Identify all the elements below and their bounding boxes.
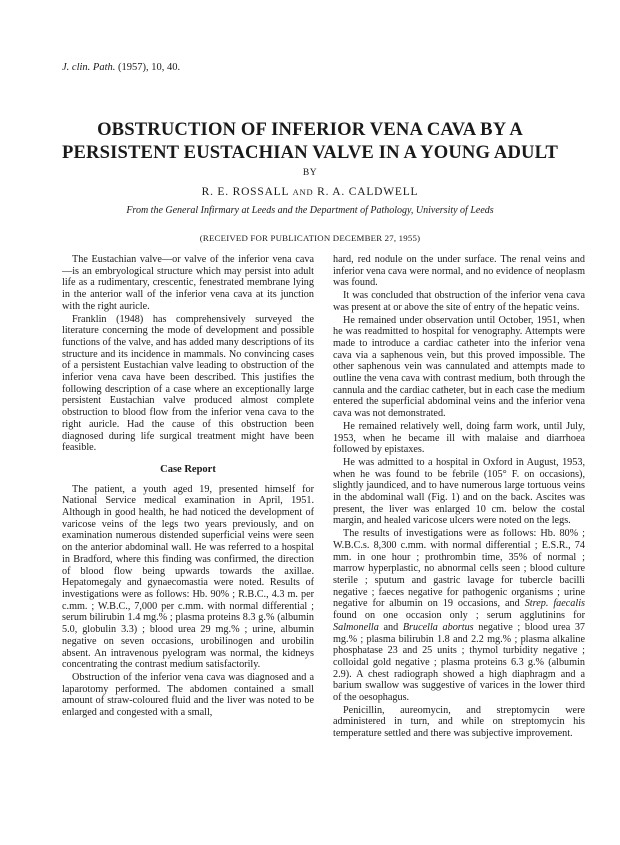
paragraph: Penicillin, aureomycin, and streptomycin were administered in turn, and while on streptomycin his temperature settled and there was subjective improvement. [333,704,585,740]
right-column [333,254,585,741]
paragraph: He was admitted to a hospital in Oxford in August, 1953, when he was found to be febrile (105° F. on occasions), slightly jaundiced, and to have numerous large tortuous veins in the abdominal wall (Fig. 1) and on the back. Ascites was present, the liver was enlarged 10 cm. below the costal margin, and healed varicose ulcers were noted on the legs. [333,456,585,527]
organism-name: Salmonella [333,621,379,633]
paragraph: hard, red nodule on the under surface. The renal veins and inferior vena cava were normal, and no evidence of neoplasm was found. [333,254,585,289]
affiliation: From the General Infirmary at Leeds and the Department of Pathology, University of Leeds [126,205,494,216]
paragraph: It was concluded that obstruction of the inferior vena cava was present at or above the site of entry of the hepatic veins. [333,290,585,313]
section-heading: Case Report [160,463,216,475]
title-line-1: OBSTRUCTION OF INFERIOR VENA CAVA BY A [97,119,523,140]
author-1: R. E. ROSSALL [201,186,289,198]
author-2: R. A. CALDWELL [317,186,419,198]
paragraph: The patient, a youth aged 19, presented himself for National Service medical examination in April, 1951. Although in good health, he had noticed the development of varicose veins of the legs two years previously, and on examination numerous distended superficial veins were seen on the anterior abdominal wall. He was referred to a hospital in Bradford, where this finding was confirmed, the direction of blood flow being upwards towards the axillae. Hepatomegaly and gynaecomastia were noted. Results of investigations were as follows: Hb. 90% ; R.B.C., 4.3 m. per c.mm. ; W.B.C., 7,000 per c.mm. with normal differential ; serum bilirubin 1.4 mg.% ; plasma proteins 8.3 g.% (albumin 5.0, globulin 3.3) ; blood urea 29 mg.% ; urine, albumin negative on seven occasions, urobilinogen and urobilin absent. An intravenous pyelogram was normal, the kidneys concentrating the contrast medium satisfactorily. [62,483,314,671]
paragraph: The Eustachian valve—or valve of the inferior vena cava—is an embryological structure which may persist into adult life as a rudimentary, crescentic, fenestrated membrane lying in the anterior wall of the inferior vena cava at its junction with the right auricle. [62,254,314,312]
text-run: negative ; blood urea 37 mg.% ; plasma bilirubin 1.8 and 2.2 mg.% ; plasma alkaline phosphatase 23 and 25 units ; thymol turbidity negative ; colloidal gold negative ; plasma proteins 6.3 g.% (albumin 2.9). A chest radiograph showed a high diaphragm and a barium swallow was suggestive of varices in the lower third of the oesophagus. [333,621,586,704]
text-run: The results of investigations were as follows: Hb. 80% ; W.B.C.s. 8,300 c.mm. with normal differential ; E.S.R., 74 mm. in one hour ; prothrombin time, 35% of normal ; marrow hyperplastic, no abnormal cells seen ; blood culture sterile ; sputum and gastric lavage for tubercle bacilli negative ; faeces negative for pathogenic organisms ; urine negative for albumin on 19 occasions, and [333,528,585,610]
received-date: (RECEIVED FOR PUBLICATION DECEMBER 27, 1955) [199,233,421,243]
citation-volume: (1957), 10, 40. [118,62,181,73]
paragraph: Franklin (1948) has comprehensively surveyed the literature concerning the mode of development and possible functions of the valve, and has added many descriptions of its structure and its incidence in mammals. No convincing cases of a persistent Eustachian valve leading to obstruction of the inferior vena cava have been described. This justifies the following description of a case where an exceptionally large persistent Eustachian valve produced almost complete obstruction to blood flow from the inferior vena cava to the right auricle. Had the cause of this obstruction been diagnosed during life surgical treatment might have been feasible. [62,313,314,454]
left-column [62,254,314,720]
journal-name: J. clin. Path. [62,62,116,73]
paragraph: Obstruction of the inferior vena cava was diagnosed and a laparotomy performed. The abdomen contained a small amount of straw-coloured fluid and the liver was noted to be enlarged and congested with a small, [62,671,314,719]
authors-and: AND [292,187,314,197]
organism-name: Strep. faecalis [524,598,585,610]
by-line: BY [302,168,318,178]
journal-citation [62,62,180,73]
paragraph: He remained relatively well, doing farm work, until July, 1953, when he became ill with malaise and diarrhoea followed by epistaxes. [333,420,585,456]
text-run: and [383,621,399,633]
article-title [40,118,580,164]
paragraph-investigations [333,528,585,704]
title-line-2: PERSISTENT EUSTACHIAN VALVE IN A YOUNG ADULT [61,142,559,163]
paragraph: He remained under observation until October, 1951, when he was readmitted to hospital for venography. Attempts were made to introduce a cardiac catheter into the inferior vena cava via a saphenous vein, but this proved impossible. The other saphenous vein was cannulated and attempts made to outline the vena cava with contrast medium, both through the cannula and the cardiac catheter, but in each case the medium entered the superficial abdominal veins and the inferior vena cava was not demonstrated. [333,314,585,420]
authors [0,186,620,198]
text-run: found on one occasion only ; serum agglutinins for [333,610,585,622]
organism-name: Brucella abortus [402,621,474,633]
